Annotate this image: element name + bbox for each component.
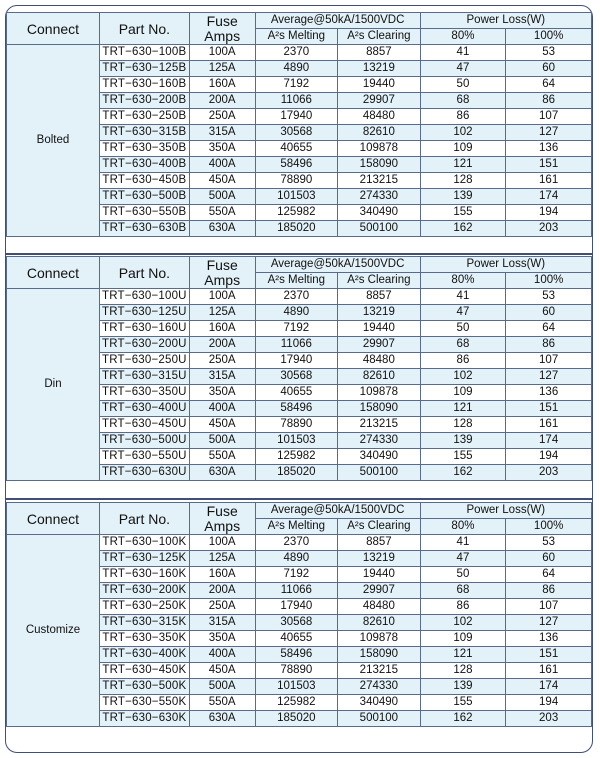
table-row [7,289,592,305]
a2s-melting: 2370 [255,289,338,305]
a2s-clearing: 29907 [338,93,421,109]
fuse-amps: 160A [189,321,255,337]
part-number: TRT−630−500U [99,433,189,449]
power-loss-100: 127 [506,615,592,631]
power-loss-80: 162 [420,711,506,727]
power-loss-100: 161 [506,663,592,679]
fuse-amps: 200A [189,337,255,353]
part-number: TRT−630−100U [99,289,189,305]
power-loss-100: 136 [506,141,592,157]
power-loss-80: 86 [420,353,506,369]
power-loss-100: 60 [506,61,592,77]
a2s-clearing: 13219 [338,305,421,321]
a2s-clearing: 500100 [338,711,421,727]
a2s-melting: 58496 [255,647,338,663]
a2s-clearing: 109878 [338,631,421,647]
power-loss-100: 151 [506,647,592,663]
a2s-melting: 78890 [255,417,338,433]
part-number: TRT−630−400K [99,647,189,663]
a2s-melting: 30568 [255,125,338,141]
header-melting: A²s Melting [255,29,338,45]
fuse-amps: 200A [189,93,255,109]
a2s-melting: 185020 [255,465,338,481]
a2s-clearing: 8857 [338,535,421,551]
connect-type: Bolted [7,45,100,237]
part-number: TRT−630−200K [99,583,189,599]
fuse-amps: 450A [189,663,255,679]
header-melting: A²s Melting [255,519,338,535]
power-loss-100: 127 [506,369,592,385]
part-number: TRT−630−350B [99,141,189,157]
a2s-clearing: 82610 [338,615,421,631]
a2s-clearing: 29907 [338,583,421,599]
part-number: TRT−630−125K [99,551,189,567]
fuse-amps: 500A [189,679,255,695]
power-loss-80: 162 [420,221,506,237]
header-average: Average@50kA/1500VDC [255,503,420,519]
a2s-melting: 185020 [255,221,338,237]
a2s-clearing: 109878 [338,141,421,157]
a2s-clearing: 274330 [338,679,421,695]
header-clearing: A²s Clearing [338,519,421,535]
a2s-clearing: 213215 [338,173,421,189]
power-loss-80: 121 [420,157,506,173]
a2s-melting: 4890 [255,551,338,567]
a2s-clearing: 213215 [338,417,421,433]
a2s-clearing: 340490 [338,695,421,711]
part-number: TRT−630−550K [99,695,189,711]
power-loss-100: 203 [506,221,592,237]
power-loss-100: 86 [506,337,592,353]
power-loss-100: 86 [506,583,592,599]
a2s-melting: 40655 [255,631,338,647]
a2s-clearing: 82610 [338,369,421,385]
part-number: TRT−630−315K [99,615,189,631]
fuse-amps: 350A [189,385,255,401]
a2s-melting: 17940 [255,599,338,615]
header-average: Average@50kA/1500VDC [255,13,420,29]
table-header [7,13,592,45]
header-part-no: Part No. [99,13,189,45]
a2s-melting: 2370 [255,45,338,61]
section-divider [6,498,592,500]
power-loss-80: 47 [420,61,506,77]
power-loss-80: 68 [420,337,506,353]
power-loss-100: 174 [506,189,592,205]
a2s-melting: 125982 [255,449,338,465]
header-connect: Connect [7,257,100,289]
a2s-clearing: 274330 [338,433,421,449]
part-number: TRT−630−400B [99,157,189,173]
header-fuse-line2: Amps [204,27,241,44]
a2s-melting: 11066 [255,583,338,599]
a2s-melting: 101503 [255,189,338,205]
fuse-amps: 630A [189,465,255,481]
a2s-clearing: 48480 [338,599,421,615]
power-loss-100: 136 [506,385,592,401]
fuse-amps: 630A [189,221,255,237]
section-divider [6,253,592,255]
power-loss-100: 127 [506,125,592,141]
part-number: TRT−630−100B [99,45,189,61]
power-loss-80: 139 [420,679,506,695]
fuse-amps: 400A [189,401,255,417]
a2s-clearing: 109878 [338,385,421,401]
fuse-amps: 315A [189,125,255,141]
a2s-clearing: 13219 [338,61,421,77]
a2s-melting: 185020 [255,711,338,727]
fuse-amps: 500A [189,433,255,449]
header-part-no: Part No. [99,503,189,535]
part-number: TRT−630−200B [99,93,189,109]
a2s-clearing: 29907 [338,337,421,353]
a2s-melting: 58496 [255,157,338,173]
power-loss-100: 194 [506,695,592,711]
power-loss-80: 109 [420,385,506,401]
power-loss-80: 47 [420,551,506,567]
power-loss-100: 60 [506,305,592,321]
a2s-clearing: 500100 [338,465,421,481]
power-loss-80: 128 [420,663,506,679]
a2s-clearing: 213215 [338,663,421,679]
part-number: TRT−630−160U [99,321,189,337]
part-number: TRT−630−315U [99,369,189,385]
fuse-amps: 450A [189,417,255,433]
part-number: TRT−630−100K [99,535,189,551]
power-loss-100: 203 [506,711,592,727]
power-loss-80: 109 [420,141,506,157]
header-clearing: A²s Clearing [338,273,421,289]
a2s-melting: 101503 [255,433,338,449]
power-loss-80: 50 [420,321,506,337]
a2s-clearing: 340490 [338,449,421,465]
part-number: TRT−630−450U [99,417,189,433]
power-loss-80: 47 [420,305,506,321]
a2s-melting: 101503 [255,679,338,695]
a2s-melting: 7192 [255,77,338,93]
part-number: TRT−630−350U [99,385,189,401]
fuse-amps: 160A [189,77,255,93]
table-row [7,535,592,551]
power-loss-100: 151 [506,157,592,173]
power-loss-100: 64 [506,77,592,93]
a2s-melting: 125982 [255,205,338,221]
power-loss-100: 136 [506,631,592,647]
table-header [7,503,592,535]
a2s-clearing: 158090 [338,401,421,417]
fuse-amps: 100A [189,45,255,61]
a2s-clearing: 19440 [338,77,421,93]
fuse-amps: 500A [189,189,255,205]
a2s-melting: 30568 [255,369,338,385]
power-loss-80: 155 [420,449,506,465]
power-loss-80: 109 [420,631,506,647]
part-number: TRT−630−400U [99,401,189,417]
fuse-amps: 100A [189,289,255,305]
header-80: 80% [420,29,506,45]
fuse-amps: 125A [189,61,255,77]
power-loss-100: 53 [506,45,592,61]
power-loss-80: 155 [420,205,506,221]
power-loss-100: 174 [506,433,592,449]
part-number: TRT−630−630U [99,465,189,481]
a2s-melting: 7192 [255,321,338,337]
a2s-melting: 40655 [255,385,338,401]
power-loss-80: 128 [420,417,506,433]
header-average: Average@50kA/1500VDC [255,257,420,273]
header-power-loss: Power Loss(W) [420,503,591,519]
fuse-amps: 450A [189,173,255,189]
part-number: TRT−630−160B [99,77,189,93]
header-power-loss: Power Loss(W) [420,257,591,273]
a2s-clearing: 48480 [338,109,421,125]
header-80: 80% [420,273,506,289]
power-loss-100: 53 [506,535,592,551]
fuse-amps: 315A [189,615,255,631]
header-100: 100% [506,273,592,289]
header-100: 100% [506,519,592,535]
power-loss-100: 203 [506,465,592,481]
fuse-amps: 630A [189,711,255,727]
part-number: TRT−630−550U [99,449,189,465]
header-fuse-amps [189,13,255,45]
a2s-clearing: 8857 [338,289,421,305]
fuse-amps: 350A [189,631,255,647]
part-number: TRT−630−250U [99,353,189,369]
fuse-amps: 125A [189,305,255,321]
header-fuse-line2: Amps [204,271,241,288]
power-loss-80: 102 [420,615,506,631]
part-number: TRT−630−250B [99,109,189,125]
power-loss-100: 64 [506,567,592,583]
power-loss-100: 107 [506,109,592,125]
fuse-amps: 100A [189,535,255,551]
header-fuse-amps [189,257,255,289]
a2s-clearing: 500100 [338,221,421,237]
power-loss-80: 139 [420,189,506,205]
part-number: TRT−630−630B [99,221,189,237]
a2s-melting: 11066 [255,337,338,353]
part-number: TRT−630−125B [99,61,189,77]
part-number: TRT−630−315B [99,125,189,141]
a2s-melting: 17940 [255,353,338,369]
header-power-loss: Power Loss(W) [420,13,591,29]
part-number: TRT−630−500K [99,679,189,695]
fuse-amps: 350A [189,141,255,157]
a2s-melting: 30568 [255,615,338,631]
power-loss-100: 53 [506,289,592,305]
table-row [7,45,592,61]
power-loss-100: 194 [506,205,592,221]
part-number: TRT−630−450B [99,173,189,189]
a2s-melting: 11066 [255,93,338,109]
power-loss-80: 155 [420,695,506,711]
a2s-melting: 78890 [255,663,338,679]
power-loss-100: 174 [506,679,592,695]
a2s-melting: 58496 [255,401,338,417]
power-loss-80: 86 [420,599,506,615]
power-loss-80: 121 [420,647,506,663]
fuse-amps: 250A [189,109,255,125]
table-header [7,257,592,289]
header-fuse-amps [189,503,255,535]
power-loss-80: 68 [420,583,506,599]
a2s-clearing: 274330 [338,189,421,205]
power-loss-100: 151 [506,401,592,417]
power-loss-80: 128 [420,173,506,189]
a2s-clearing: 8857 [338,45,421,61]
header-clearing: A²s Clearing [338,29,421,45]
part-number: TRT−630−160K [99,567,189,583]
power-loss-80: 50 [420,77,506,93]
spec-table-0 [6,12,592,237]
connect-type: Din [7,289,100,481]
fuse-amps: 160A [189,567,255,583]
a2s-clearing: 340490 [338,205,421,221]
a2s-melting: 78890 [255,173,338,189]
fuse-amps: 250A [189,353,255,369]
power-loss-100: 161 [506,173,592,189]
a2s-melting: 4890 [255,61,338,77]
part-number: TRT−630−450K [99,663,189,679]
a2s-clearing: 19440 [338,321,421,337]
header-melting: A²s Melting [255,273,338,289]
fuse-amps: 550A [189,205,255,221]
fuse-amps: 250A [189,599,255,615]
power-loss-100: 60 [506,551,592,567]
a2s-clearing: 82610 [338,125,421,141]
header-connect: Connect [7,503,100,535]
power-loss-80: 102 [420,369,506,385]
a2s-melting: 2370 [255,535,338,551]
a2s-clearing: 158090 [338,647,421,663]
power-loss-80: 41 [420,45,506,61]
part-number: TRT−630−125U [99,305,189,321]
a2s-melting: 17940 [255,109,338,125]
header-part-no: Part No. [99,257,189,289]
header-100: 100% [506,29,592,45]
header-fuse-line1: Fuse [206,256,238,273]
a2s-melting: 40655 [255,141,338,157]
header-fuse-line1: Fuse [206,502,238,519]
power-loss-80: 41 [420,535,506,551]
connect-type: Customize [7,535,100,727]
header-connect: Connect [7,13,100,45]
power-loss-80: 86 [420,109,506,125]
power-loss-100: 107 [506,353,592,369]
a2s-melting: 125982 [255,695,338,711]
a2s-clearing: 158090 [338,157,421,173]
part-number: TRT−630−200U [99,337,189,353]
fuse-amps: 550A [189,695,255,711]
a2s-melting: 4890 [255,305,338,321]
power-loss-80: 121 [420,401,506,417]
header-fuse-line2: Amps [204,517,241,534]
power-loss-80: 41 [420,289,506,305]
fuse-amps: 550A [189,449,255,465]
power-loss-80: 102 [420,125,506,141]
fuse-amps: 315A [189,369,255,385]
spec-table-2 [6,502,592,727]
power-loss-80: 50 [420,567,506,583]
power-loss-100: 107 [506,599,592,615]
power-loss-80: 139 [420,433,506,449]
header-fuse-line1: Fuse [206,12,238,29]
a2s-clearing: 48480 [338,353,421,369]
power-loss-100: 86 [506,93,592,109]
part-number: TRT−630−350K [99,631,189,647]
fuse-amps: 200A [189,583,255,599]
spec-table-1 [6,256,592,481]
a2s-clearing: 13219 [338,551,421,567]
header-80: 80% [420,519,506,535]
fuse-amps: 400A [189,157,255,173]
power-loss-80: 162 [420,465,506,481]
part-number: TRT−630−500B [99,189,189,205]
fuse-amps: 125A [189,551,255,567]
a2s-melting: 7192 [255,567,338,583]
part-number: TRT−630−250K [99,599,189,615]
part-number: TRT−630−550B [99,205,189,221]
part-number: TRT−630−630K [99,711,189,727]
power-loss-100: 161 [506,417,592,433]
a2s-clearing: 19440 [338,567,421,583]
power-loss-100: 194 [506,449,592,465]
power-loss-100: 64 [506,321,592,337]
power-loss-80: 68 [420,93,506,109]
fuse-amps: 400A [189,647,255,663]
